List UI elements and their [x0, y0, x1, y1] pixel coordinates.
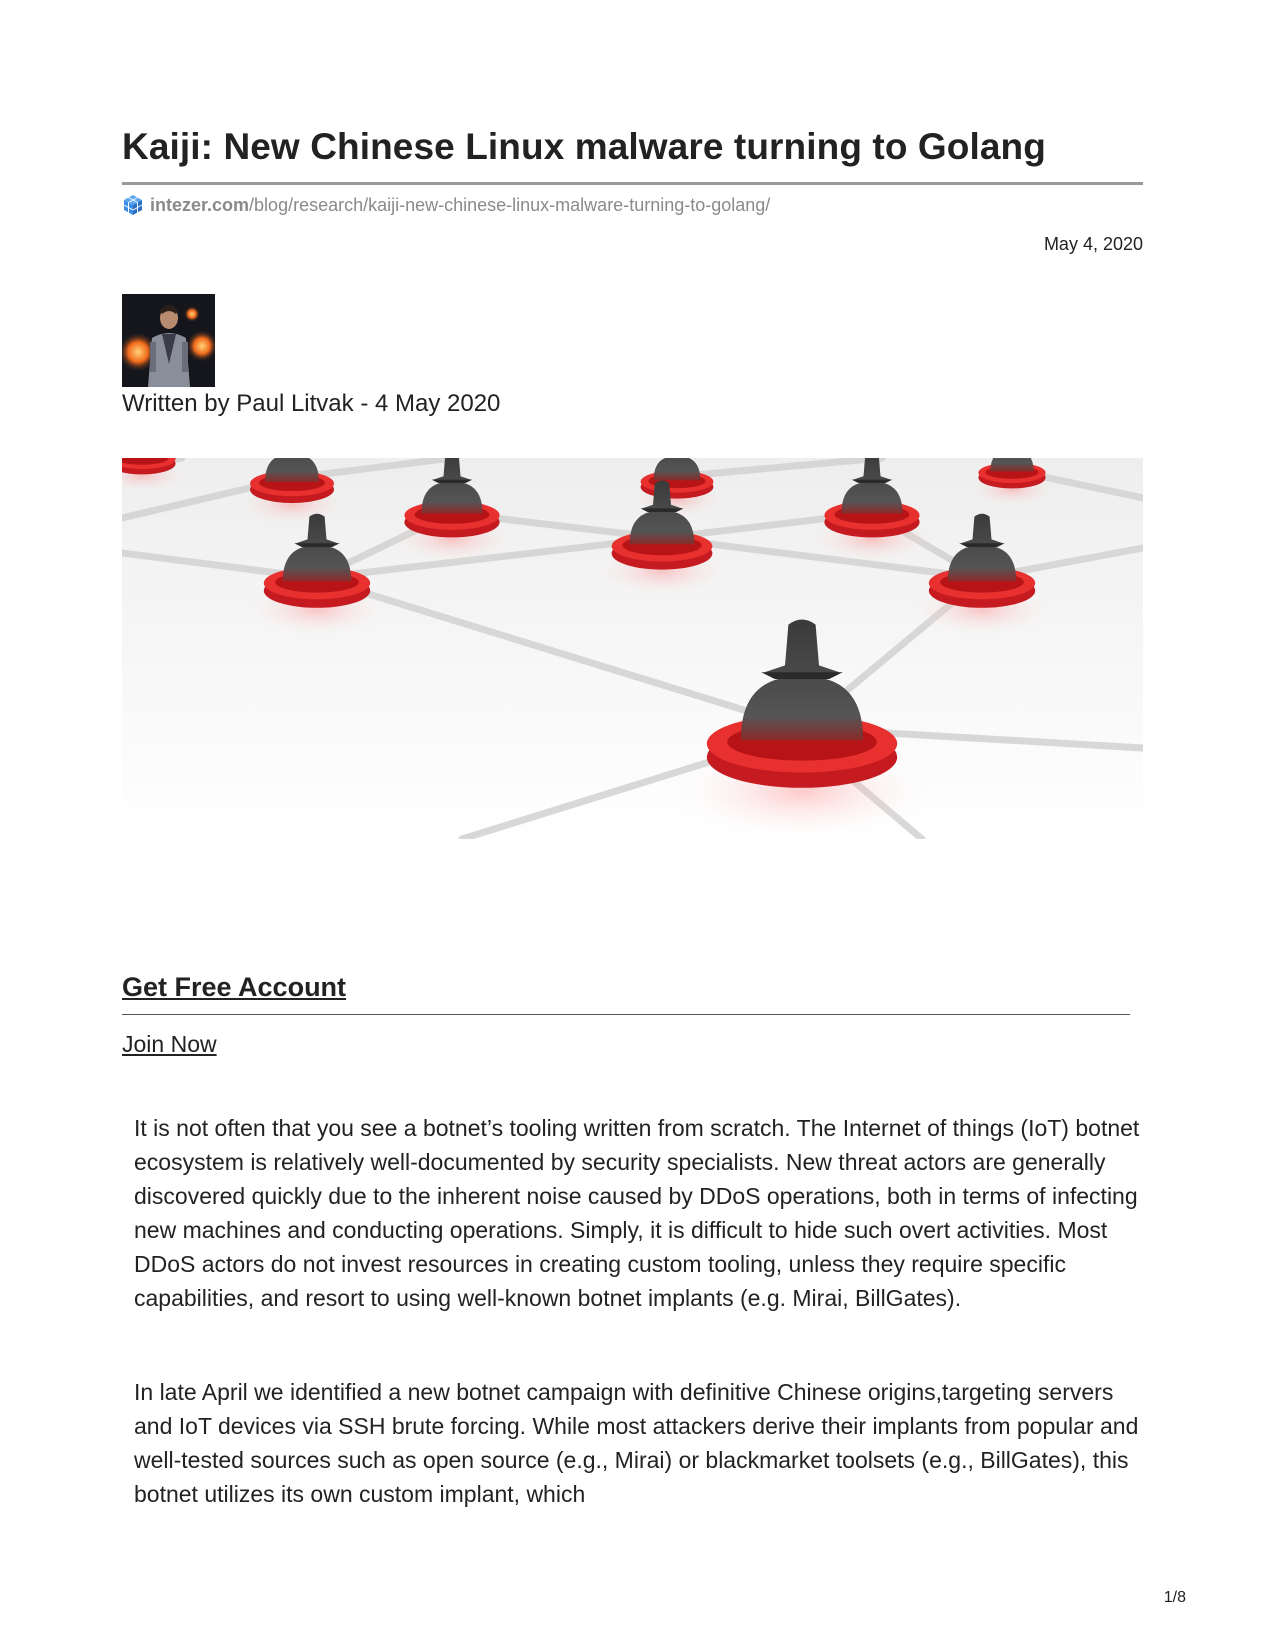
intezer-logo-icon: [122, 194, 144, 216]
get-free-account-link[interactable]: Get Free Account: [122, 972, 347, 1002]
hero-image: [122, 458, 1143, 839]
page-number: 1/8: [1163, 1589, 1186, 1606]
body-paragraph: In late April we identified a new botnet campaign with definitive Chinese origins,targeting servers and IoT devices via SSH brute forcing. While most attackers derive their implants from popular and well-tested sources such as open source (e.g., Mirai) or blackmarket toolsets (e.g., BillGates), this botnet utilizes its own custom implant, which: [134, 1379, 1139, 1507]
author-byline: Written by Paul Litvak - 4 May 2020: [122, 390, 501, 417]
source-url[interactable]: [122, 194, 770, 216]
cta-divider: [122, 1014, 1130, 1015]
title-divider: [122, 182, 1143, 185]
source-domain: intezer.com: [150, 194, 250, 215]
body-paragraph: It is not often that you see a botnet’s tooling written from scratch. The Internet of things (IoT) botnet ecosystem is relatively well-documented by security specialists. New threat actors are generally discovered quickly due to the inherent noise caused by DDoS operations, both in terms of infecting new machines and conducting operations. Simply, it is difficult to hide such overt activities. Most DDoS actors do not invest resources in creating custom tooling, unless they require specific capabilities, and resort to using well-known botnet implants (e.g. Mirai, BillGates).: [134, 1115, 1140, 1311]
page-title: Kaiji: New Chinese Linux malware turning to Golang: [122, 126, 1046, 167]
source-path: /blog/research/kaiji-new-chinese-linux-malware-turning-to-golang/: [249, 194, 771, 215]
publish-date: May 4, 2020: [1043, 234, 1143, 254]
author-avatar: [122, 294, 215, 387]
join-now-link[interactable]: Join Now: [122, 1031, 217, 1057]
